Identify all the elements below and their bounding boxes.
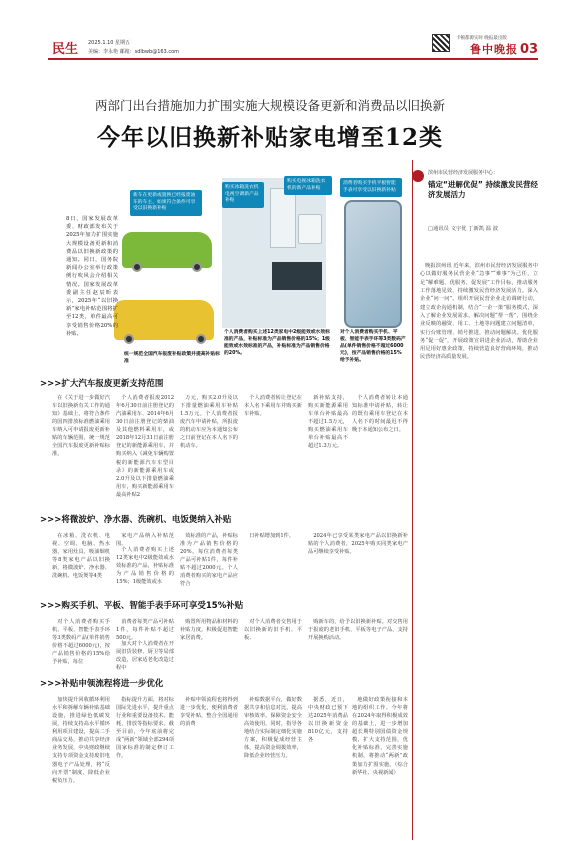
section-appliances-col-1: 在冰箱、洗衣机、电视、空调、电脑、热水器、家用灶具、吸油烟机等8类家电产品以旧换新，将微波炉、净水器、洗碗机、电饭煲等4类 — [52, 533, 110, 580]
main-headline: 今年以旧换新补贴家电增至12类 — [96, 124, 443, 151]
section-title-auto: >>>扩大汽车报废更新支持范围 — [40, 379, 164, 389]
column-name: 民生 — [52, 42, 79, 57]
section-auto-col-2: 个人消费者报废2012年6月30日前注册登记的汽油乘用车、2014年6月30日前注册登记的柴油及其他燃料乘用车，或2018年12月31日前注册登记的新能源乘用车，并购买纳入《减免车辆购置税的新能源汽车车型目录》的新能源乘用车或2.0升及以下排量燃油乘用车，购买新能源乘用车最高补贴2 — [116, 395, 175, 498]
section-appliances-col-4: 效标准的产品，补贴标准为产品销售价格的20%。每位消费者每类产品可补贴1件，每件补贴不超过2000元。个人消费者购买的家电产品应符合 — [180, 533, 238, 588]
masthead-logo: 鲁中晚报 — [470, 43, 518, 56]
page-header — [0, 0, 569, 68]
qr-code-icon — [432, 34, 450, 52]
agency-logo-icon — [412, 170, 424, 182]
washing-machine-icon — [298, 214, 322, 244]
caption-phone: 对个人消费者购买手机、平板、智能手表手环等3类数码产品(单件销售价格不超过6000元)，按产品销售价格的15%给予补贴。 — [340, 330, 406, 363]
sub-headline: 两部门出台措施加力扩围实施大规模设备更新和消费品以旧换新 — [94, 98, 445, 113]
section-auto-col-5: 新补贴支持，购买新能源乘用车单台补贴最高不超过1.5万元，购买燃油乘用车单台补贴最高不超过1.3万元。 — [308, 395, 348, 450]
section-auto-col-6: 个人消费者转让本通知标准申请补贴，转让的既有乘用车登记在本人名下的时间最迟不得晚于本通知公布之日。 — [352, 395, 408, 434]
section-appliances-col-6: 2024年已享受某类家电产品以旧换新补贴的个人消费者，2025年购买同类家电产品可继续享受补贴。 — [308, 533, 408, 556]
section-digital-col-5: 对个人消费者交售用于以旧换新的旧手机、平板、 — [244, 619, 302, 642]
section-title-digital: >>>购买手机、平板、智能手表手环可享受15%补贴 — [40, 601, 244, 611]
section-title-appliances: >>>将微波炉、净水器、洗碗机、电饭煲纳入补贴 — [40, 515, 232, 525]
sidebar-kicker: 滨州市民营经济发展服务中心： — [428, 170, 499, 176]
editor-line: 美编：李永艳 邮箱：sdlbwb@163.com — [88, 49, 180, 55]
section-digital-col-4: 购置所用物品和材料的补贴力度，积极促进智能家居消费。 — [180, 619, 238, 642]
sidebar-divider — [412, 160, 413, 840]
section-digital-col-2: 消费者每类产品可补贴1件，每件补贴不超过500元。 — [116, 619, 174, 642]
page-number: 03 — [520, 42, 539, 57]
section-digital-col-6: 购新车的，给予以旧换新补贴。对交售用于报废的老旧手机、平板等电子产品，支持开展换购活动。 — [308, 619, 408, 642]
section-auto-col-4: 个人消费者转让登记在本人名下乘用车并购买新车补贴。 — [244, 395, 302, 418]
sidebar-body: 晚报滨州讯 近年来，滨州市民营经济发展服务中心以做好服务民营企业“急事”“难事”为己任，立足“解难题、优服务、促发展”工作目标，推动服务工作落地见效，持续激发民营经济发展活力。深入企业“问一问”。组织开展民营企业走访调研行动，建立政企沟通机制，结合“一企一策”服务模式，深入了解企业发展需求。解决问题“帮一帮”，围绕企业反映的融资、用工、土地等问题建立问题清单，实行台账管理、销号推进，推动问题解决。优化服务“促一促”，开展政策宣讲进企业活动，帮助企业用足用好惠企政策，持续营造良好营商环境，推动民营经济高质量发展。 — [420, 263, 538, 361]
section-appliances-col-2: 家电产品纳入补贴范围。 — [116, 533, 174, 548]
section-auto-col-3: 万元，购买2.0升及以下排量燃油乘用车补贴1.5万元。个人消费者报废汽车申请补贴，所报废的机动车应为本通知公布之日前登记在本人名下的机动车。 — [180, 395, 238, 450]
refrigerator-icon — [270, 188, 296, 248]
caption-car: 统一规范全国汽车报废补贴政策并提高补贴标准 — [124, 352, 220, 364]
section-auto-col-1: 在《关于进一步做好汽车以旧换新有关工作的通知》基础上，将符合条件的国四排放标准燃油乘用车纳入可申请报废更新补贴的车辆范围，统一规范全国汽车报废更新补贴标准。 — [52, 395, 110, 458]
section-process-col-4: 补贴数据平台，做好数据共享和信息对比，提高审核效率。保障资金安全高效使用，同时，指导各地结合实际制定细化实施方案，积极促成经营主体，提高资金调拨效率，降低企业经营压力。 — [244, 697, 302, 760]
wheel-icon — [124, 334, 134, 344]
television-icon — [272, 262, 322, 290]
wheel-icon — [196, 334, 206, 344]
section-appliances-col-5: 日补贴增加到1件。 — [249, 533, 294, 539]
masthead-slogan: 卡顿都源实时 晚报最出版 — [456, 36, 507, 41]
section-process-col-5: 据悉，近日，中央财政已预下达2025年消费品以旧换新资金810亿元，支持各 — [308, 697, 348, 744]
wheel-icon — [132, 262, 142, 272]
callout-car: 新车在更新或置换已经报废油车的车主，如果符合条件可享受以旧换新补贴 — [130, 190, 202, 216]
sidebar-title: 锚定“进解优促” 持续激发民营经济发展活力 — [428, 180, 538, 200]
section-appliances-col-3: 个人消费者购买上述12类家电中2级能效或水效标准的产品，补贴标准为产品销售价格的15%；1级能效或水 — [116, 547, 174, 586]
caption-appliance: 个人消费者购买上述12类家电中2级能效或水效标准的产品，补贴标准为产品销售价格的15%；1级能效或水效标准的产品，补贴标准为产品销售价格的20%。 — [224, 330, 330, 356]
lede-paragraph: 8日，国家发展改革委、财政部发布关于2025年加力扩围实施大规模设备更新和消费品以旧换新政策的通知。同日，国务院新闻办公室举行政策例行吹风会介绍相关情况。国家发展改革委副主任赵辰昕表示，2025年“以旧换新”家电补贴范围将扩至12类，单件最高可享受销售价格20%的补贴。 — [66, 216, 118, 337]
section-digital-col-1: 对个人消费者购买手机、平板、智能手表手环等3类数码产品(单件销售价格不超过6000元)，按产品销售价格的15%给予补贴，每位 — [52, 619, 110, 666]
callout-phone: 消费者购买手机平板智能手表可享受以旧换新补贴 — [340, 178, 402, 197]
phone-photo — [344, 200, 402, 328]
wheel-icon — [192, 262, 202, 272]
issue-date: 2025.1.10 星期五 — [88, 40, 131, 46]
section-title-process: >>>补贴申领流程将进一步优化 — [40, 679, 164, 689]
callout-appliance-2: 购买电视冰箱洗衣机的新产品补贴 — [284, 176, 332, 195]
section-process-col-1: 加快提升回收循环利用水平和拆解车辆补贴基础设施，推进绿色低碳发展，持续支持高水平循环利用项目建设，提高二手商品交易，推动共享经济业务发展，中央财政继续支持专项资金支持废旧电器电子产品处理，将“反向开票”制度、降低企业税负压力。 — [52, 697, 110, 784]
section-digital-col-3: 加大对个人消费者在开展旧货装修、厨卫等局部改造，居家适老化改造过程中 — [116, 641, 174, 672]
header-divider — [48, 58, 538, 60]
section-process-col-2: 指标提升方面，将对标国际先进水平，提升重点行业和重要设备技术、能耗、排放等指标要求。截至目前，今年底前将完成“两新”领域全部294项国家标准的制定修订工作。 — [116, 697, 174, 760]
sidebar-byline: □通讯员 文宇优 丁新凯 温 波 — [428, 226, 499, 232]
callout-appliance-1: 购买冰箱洗衣机电视空调新产品补贴 — [222, 182, 264, 208]
section-process-col-6: 地做好政策衔接和本地的组织工作。今年将在2024年取得积极成效的基础上，进一步增加超长期特别国债资金规模，扩大支持范围，优化补贴标准，完善实施机制，将推动“两新”政策加力扩围实施。（综合新华社、央视新闻） — [352, 697, 408, 776]
section-process-col-3: 补贴申领流程也将得到进一步优化，便利消费者享受补贴，整合全国通用的消费 — [180, 697, 238, 728]
